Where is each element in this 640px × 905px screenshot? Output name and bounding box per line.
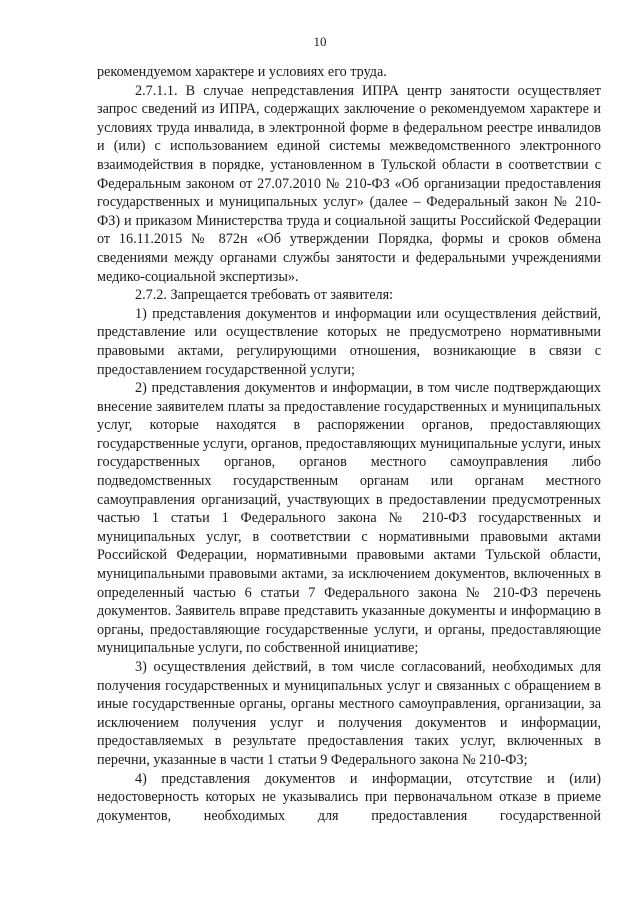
paragraph-2-7-1-1: 2.7.1.1. В случае непредставления ИПРА центр занятости осуществляет запрос сведений из ИПРА, содержащих заключение о рекомендуемом характере и условиях труда инвалида, в электронной форме в федеральном реестре инвалидов и (или) с использованием единой системы межведомственного электронного взаимодействия в порядке, установленном в Тульской области в соответствии с Федеральным законом от 27.07.2010 № 210-ФЗ «Об организации предоставления государственных и муниципальных услуг» (далее – Федеральный закон № 210-ФЗ) и приказом Министерства труда и социальной защиты Российской Федерации от 16.11.2015 № 872н «Об утверждении Порядка, формы и сроков обмена сведениями между органами службы занятости и федеральными учреждениями медико-социальной экспертизы».: [97, 82, 601, 285]
document-body: [97, 63, 601, 825]
list-item-2: 2) представления документов и информации, в том числе подтверждающих внесение заявителем платы за предоставление государственных и муниципальных услуг, которые находятся в распоряжении органов, предоставляющих государственные услуги, органов, предоставляющих муниципальные услуги, иных государственных органов, органов местного самоуправления либо подведомственных государственным органам или органам местного самоуправления организаций, участвующих в предоставлении предусмотренных частью 1 статьи 1 Федерального закона № 210-ФЗ государственных и муниципальных услуг, в соответствии с нормативными правовыми актами Российской Федерации, нормативными правовыми актами Тульской области, муниципальными правовыми актами, за исключением документов, включенных в определенный частью 6 статьи 7 Федерального закона № 210-ФЗ перечень документов. Заявитель вправе представить указанные документы и информацию в органы, предоставляющие государственные услуги, и органы, предоставляющие муниципальные услуги, по собственной инициативе;: [97, 380, 601, 657]
paragraph-continuation: рекомендуемом характере и условиях его труда.: [97, 64, 387, 80]
paragraph-2-7-2: 2.7.2. Запрещается требовать от заявителя:: [135, 287, 394, 304]
list-item-4: 4) представления документов и информации, отсутствие и (или) недостоверность которых не указывались при первоначальном отказе в приеме документов, необходимых для предоставления государственной: [97, 770, 601, 824]
list-item-1: 1) представления документов и информации или осуществления действий, представление или осуществление которых не предусмотрено нормативными правовыми актами, регулирующими отношения, возникающие в связи с предоставлением государственной услуги;: [97, 305, 601, 378]
page-number: 10: [313, 34, 327, 49]
list-item-3: 3) осуществления действий, в том числе согласований, необходимых для получения государственных и муниципальных услуг и связанных с обращением в иные государственные органы, органы местного самоуправления, организации, за исключением получения услуг и получения документов и информации, предоставляемых в результате предоставления таких услуг, включенных в перечни, указанные в части 1 статьи 9 Федерального закона № 210-ФЗ;: [97, 659, 601, 768]
